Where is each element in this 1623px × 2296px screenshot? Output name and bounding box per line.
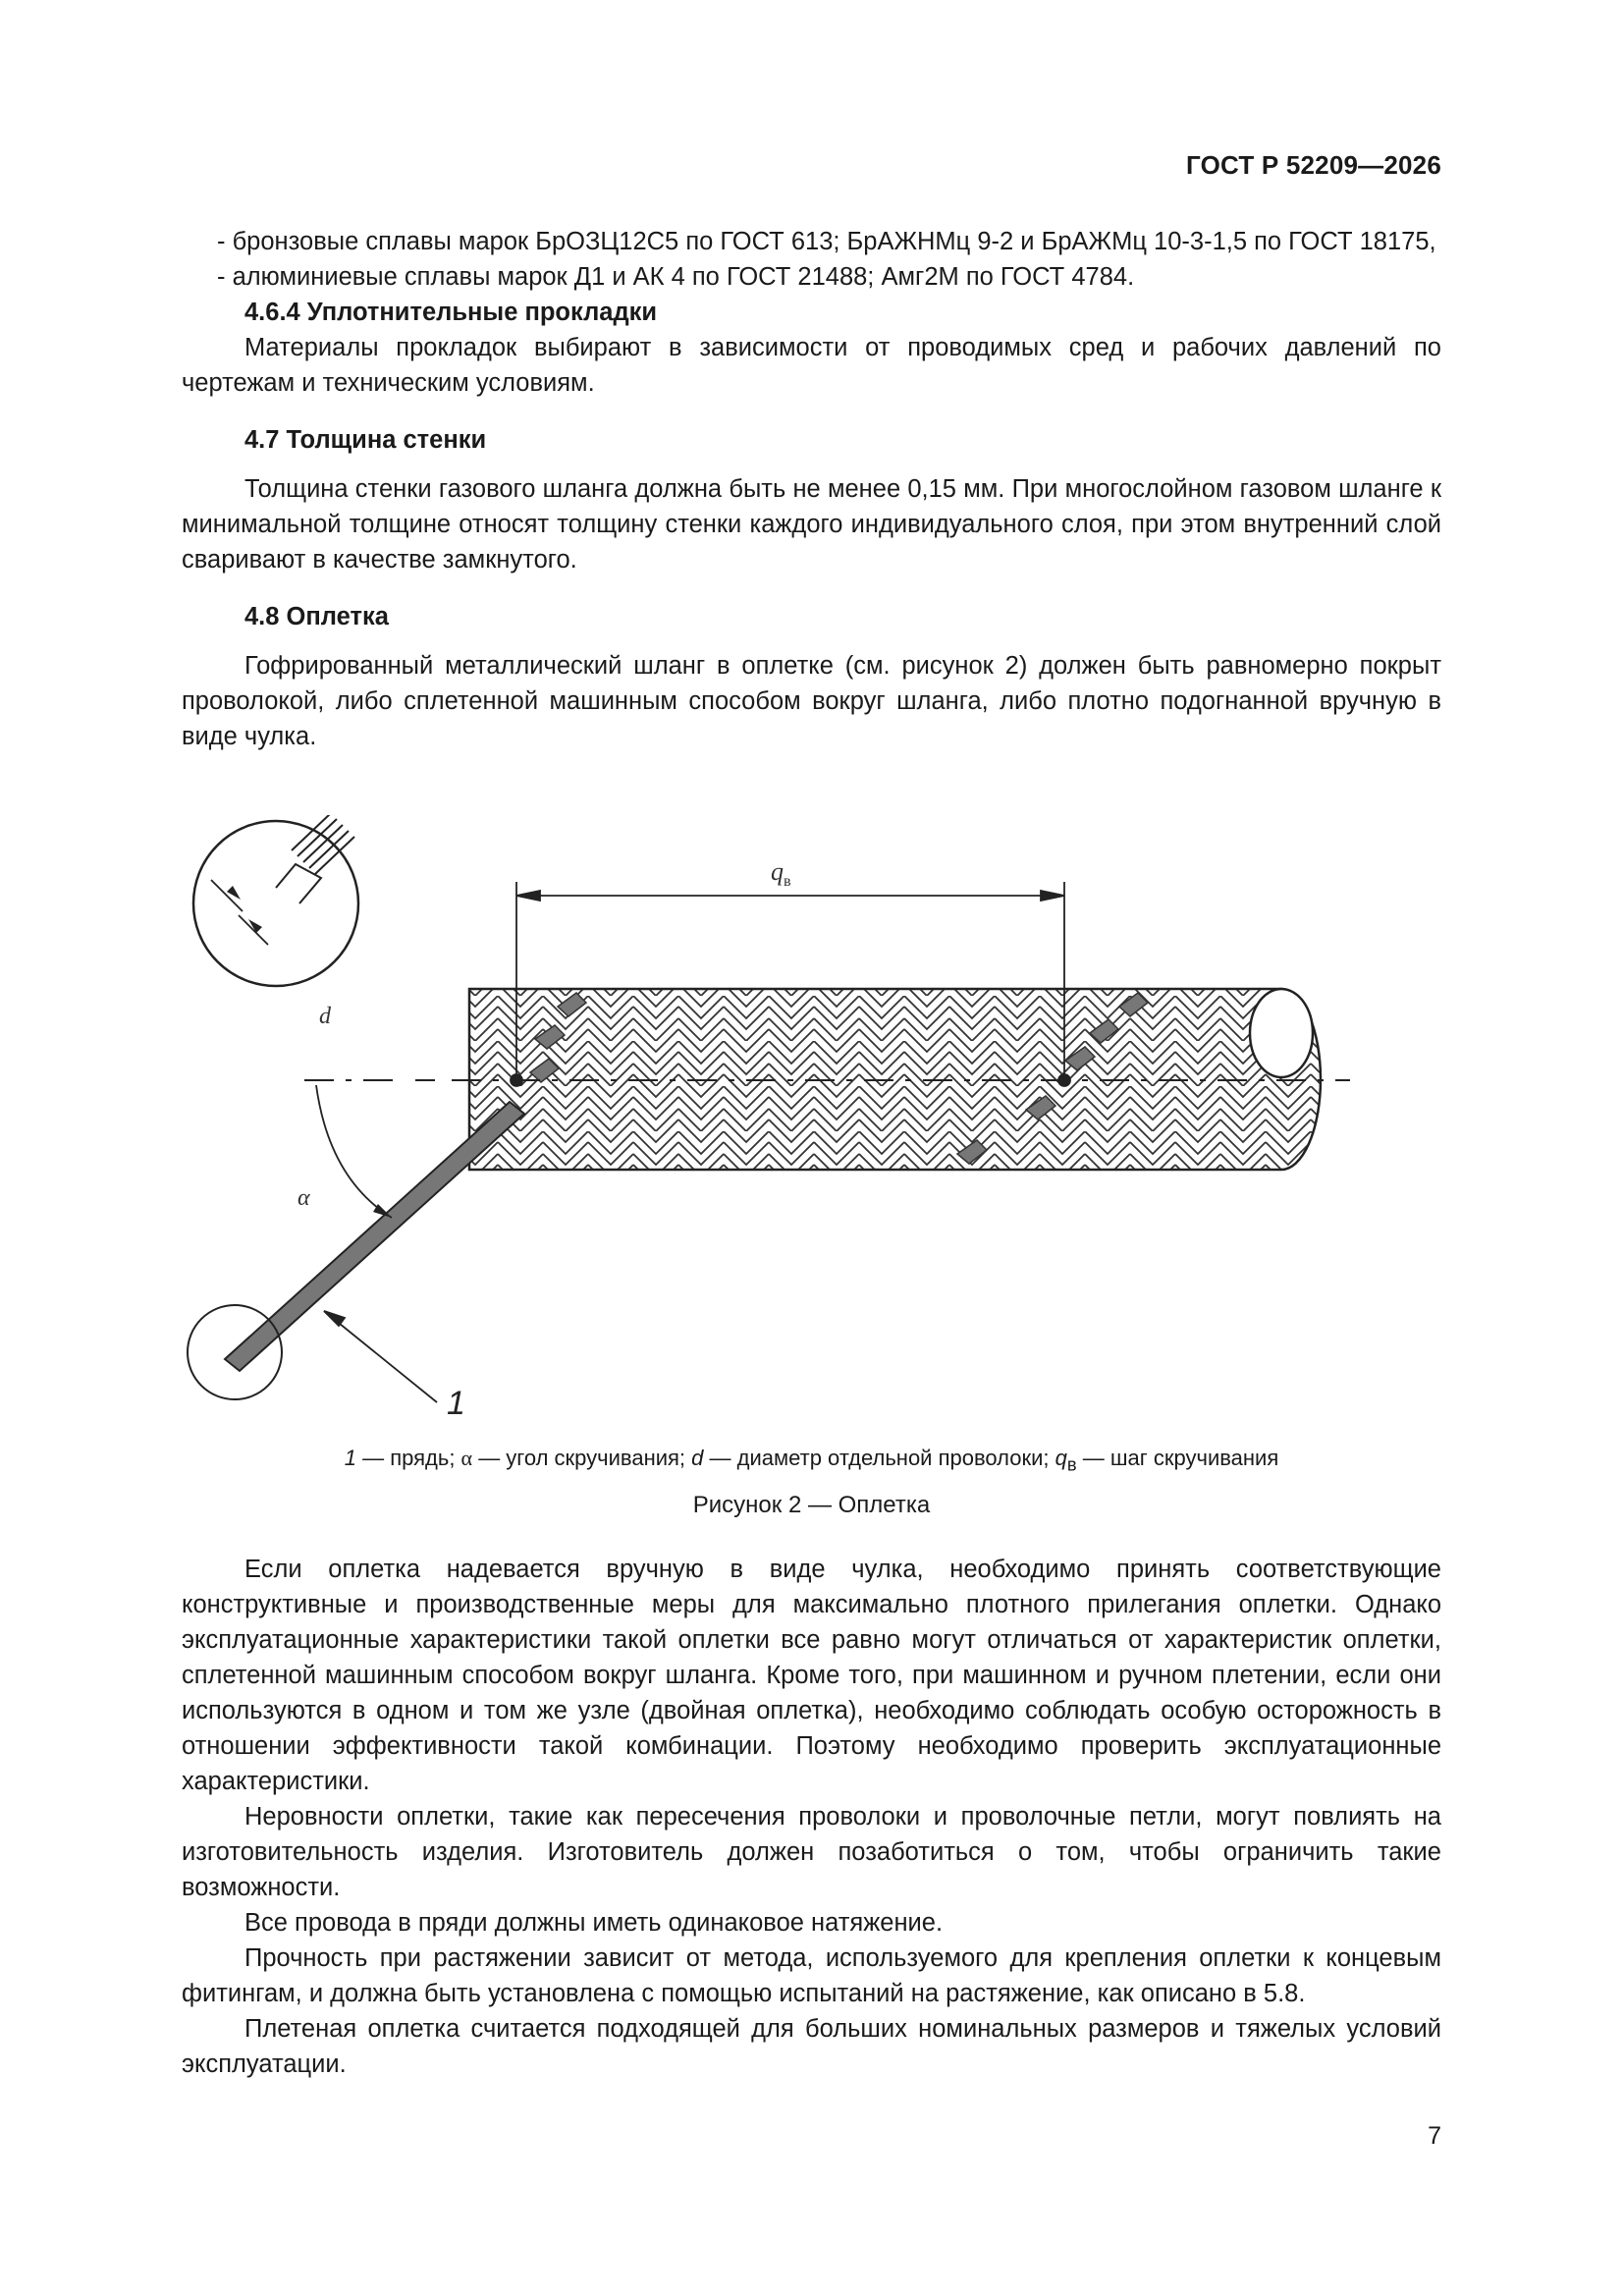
paragraph-irregularities: Неровности оплетки, такие как пересечения проволоки и проволочные петли, могут повлиять на изготовительность изделия. Изготовитель должен позаботиться о том, чтобы ограничить такие возможности.	[182, 1803, 1441, 1901]
detail-circle	[193, 815, 358, 1029]
body-section	[182, 1552, 1441, 2082]
page-number: 7	[1428, 2122, 1441, 2150]
figure-legend	[182, 1444, 1441, 1479]
paragraph-gaskets: Материалы прокладок выбирают в зависимости от проводимых сред и рабочих давлений по чертежам и техническим условиям.	[182, 334, 1441, 397]
heading-4-6-4: 4.6.4 Уплотнительные прокладки	[244, 299, 658, 326]
alpha-label: α	[298, 1185, 310, 1211]
paragraph-braid-intro: Гофрированный металлический шланг в оплетке (см. рисунок 2) должен быть равномерно покрыт проволокой, либо сплетенной машинным способом вокруг шланга, либо плотно подогнанной вручную в виде чулка.	[182, 652, 1441, 750]
legend-t3: — диаметр отдельной проволоки;	[703, 1446, 1055, 1470]
legend-q: q	[1055, 1446, 1067, 1470]
legend-t4: — шаг скручивания	[1076, 1446, 1279, 1470]
paragraph-suitability: Плетеная оплетка считается подходящей для больших номинальных размеров и тяжелых условий эксплуатации.	[182, 2015, 1441, 2078]
leader-1	[324, 1311, 437, 1402]
leader-label-1: 1	[447, 1385, 465, 1422]
paragraph-hand-braid: Если оплетка надевается вручную в виде чулка, необходимо принять соответствующие конструктивные и производственные меры для максимально плотного прилегания оплетки. Однако эксплуатационные характеристики такой оплетки все равно могут отличаться от характеристик оплетки, сплетенной машинным способом вокруг шланга. Кроме того, при машинном и ручном плетении, если они используются в одном и том же узле (двойная оплетка), необходимо соблюдать особую осторожность в отношении эффективности такой комбинации. Поэтому необходимо проверить эксплуатационные характеристики.	[182, 1556, 1441, 1795]
figure-caption: Рисунок 2 — Оплетка	[692, 1492, 931, 1518]
paragraph-tensile: Прочность при растяжении зависит от метода, используемого для крепления оплетки к концевым фитингам, и должна быть установлена с помощью испытаний на растяжение, как описано в 5.8.	[182, 1944, 1441, 2007]
paragraph-tension: Все провода в пряди должны иметь одинаковое натяжение.	[244, 1909, 944, 1937]
pitch-q: q	[771, 857, 784, 886]
heading-4-8: 4.8 Оплетка	[244, 603, 389, 630]
pitch-label-q	[771, 857, 791, 890]
legend-t1: — прядь;	[355, 1446, 461, 1470]
legend-alpha: α	[460, 1446, 473, 1470]
heading-4-7: 4.7 Толщина стенки	[244, 426, 487, 454]
bullet-bronze: - бронзовые сплавы марок БрОЗЦ12С5 по ГОСТ 613; БрАЖНМц 9-2 и БрАЖМц 10-3-1,5 по ГОСТ 18175,	[217, 228, 1436, 255]
top-section	[182, 224, 1441, 754]
braid-figure	[182, 815, 1441, 1444]
legend-q-sub: в	[1066, 1453, 1077, 1475]
pitch-q-sub: в	[784, 873, 791, 890]
alpha-arc	[316, 1085, 392, 1218]
legend-1: 1	[344, 1446, 356, 1470]
legend-d: d	[691, 1446, 704, 1470]
standard-designation: ГОСТ Р 52209—2026	[1186, 150, 1441, 180]
legend-t2: — угол скручивания;	[472, 1446, 692, 1470]
strand	[188, 1102, 524, 1399]
detail-d-label: d	[319, 1004, 331, 1029]
bullet-aluminium: - алюминиевые сплавы марок Д1 и АК 4 по ГОСТ 21488; Амг2М по ГОСТ 4784.	[217, 263, 1135, 291]
paragraph-wall-thickness: Толщина стенки газового шланга должна быть не менее 0,15 мм. При многослойном газовом шланге к минимальной толщине относят толщину стенки каждого индивидуального слоя, при этом внутренний слой сваривают в качестве замкнутого.	[182, 475, 1441, 574]
